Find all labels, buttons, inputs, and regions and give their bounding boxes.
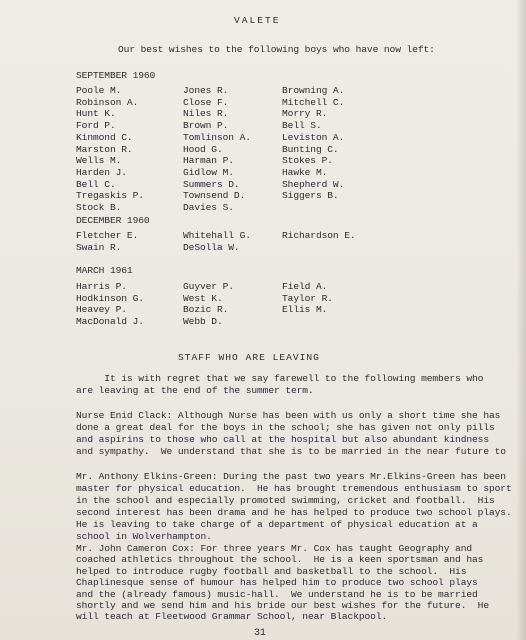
staff-text-line: school in Wolverhampton. xyxy=(76,531,212,542)
student-name: Browning A. xyxy=(282,85,345,96)
staff-text-line: will teach at Fleetwood Grammar School, near Blackpool. xyxy=(76,611,388,623)
student-name: Poole M. xyxy=(76,85,122,96)
staff-text-line: Nurse Enid Clack: Although Nurse has been with us only a short time she has xyxy=(76,410,501,421)
student-name: Hodkinson G. xyxy=(76,292,144,304)
student-name: DeSolla W. xyxy=(183,241,240,253)
student-name: Ford P. xyxy=(76,120,116,132)
staff-text-line: He is leaving to take charge of a department of physical education at a xyxy=(76,519,478,530)
staff-text-line: helped to introduce rugby football and basketball to the school. His xyxy=(76,565,467,577)
student-name: Webb D. xyxy=(183,316,223,328)
student-name: Robinson A. xyxy=(76,96,139,108)
staff-text-line: second interest has been drama and he has helped to produce two school plays. xyxy=(76,507,512,518)
student-name: Bell C. xyxy=(76,178,116,190)
student-name: Stokes P. xyxy=(282,155,333,167)
staff-text-line: in the school and especially promoted swimming, cricket and football. His xyxy=(76,495,495,506)
student-name: Davies S. xyxy=(183,202,234,213)
student-name: Bozic R. xyxy=(183,304,229,316)
student-name: Morry R. xyxy=(282,108,328,120)
staff-text-line: and aspirins to those who call at the hospital but also abundant kindness xyxy=(76,434,489,445)
student-name: MacDonald J. xyxy=(76,316,144,328)
student-name: Brown P. xyxy=(183,120,229,132)
student-name: Guyver P. xyxy=(183,281,234,292)
section-heading-march-1961: MARCH 1961 xyxy=(76,265,133,276)
staff-heading: STAFF WHO ARE LEAVING xyxy=(178,352,320,363)
staff-text-line: master for physical education. He has brought tremendous enthusiasm to sport xyxy=(76,483,512,494)
student-name: Whitehall G. xyxy=(183,230,251,241)
student-name: Tomlinson A. xyxy=(183,131,251,143)
staff-text-line: shortly and we send him and his bride our best wishes for the future. He xyxy=(76,600,489,611)
student-name: Hood G. xyxy=(183,143,223,155)
student-name: Bunting C. xyxy=(282,143,339,155)
student-name: Heavey P. xyxy=(76,304,127,316)
page-title: VALETE xyxy=(234,15,281,26)
student-name: Bell S. xyxy=(282,120,322,132)
section-heading-december-1960: DECEMBER 1960 xyxy=(76,215,150,226)
student-name: Tregaskis P. xyxy=(76,190,144,202)
student-name: Niles R. xyxy=(183,108,229,120)
student-name: Hawke M. xyxy=(282,166,328,178)
student-name: Stock B. xyxy=(76,202,122,213)
staff-text-line: and the (already famous) music-hall. We understand he is to be married xyxy=(76,588,478,600)
student-name: Ellis M. xyxy=(282,304,328,316)
student-name: Harris P. xyxy=(76,281,127,292)
page-edge-shadow xyxy=(516,0,526,640)
section-heading-september-1960: SEPTEMBER 1960 xyxy=(76,70,156,81)
student-name: Gidlow M. xyxy=(183,166,234,178)
student-name: Taylor R. xyxy=(282,292,333,304)
student-name: Marston R. xyxy=(76,143,133,155)
staff-text-line: Mr. Anthony Elkins-Green: During the past two years Mr.Elkins-Green has been xyxy=(76,471,506,482)
student-name: Fletcher E. xyxy=(76,230,139,241)
student-name: Field A. xyxy=(282,281,328,292)
staff-text-line: are leaving at the end of the summer term. xyxy=(76,385,314,396)
student-name: Hunt K. xyxy=(76,108,116,120)
student-name: Jones R. xyxy=(183,85,229,96)
student-name: Summers D. xyxy=(183,178,240,190)
staff-text-line: Chaplinesque sense of humour has helped him to produce two school plays xyxy=(76,577,478,589)
student-name: Townsend D. xyxy=(183,190,246,202)
student-name: Kinmond C. xyxy=(76,131,133,143)
staff-text-line: and sympathy. We understand that she is to be married in the near future to xyxy=(76,446,506,457)
student-name: Harman P. xyxy=(183,155,234,167)
page-number: 31 xyxy=(254,628,266,639)
student-name: Mitchell C. xyxy=(282,96,345,108)
staff-text-line: It is with regret that we say farewell to the following members who xyxy=(76,373,484,384)
student-name: West K. xyxy=(183,292,223,304)
student-name: Close F. xyxy=(183,96,229,108)
student-name: Leviston A. xyxy=(282,131,345,143)
student-name: Swain R. xyxy=(76,241,122,253)
staff-text-line: Mr. John Cameron Cox: For three years Mr. Cox has taught Geography and xyxy=(76,543,473,554)
intro-text: Our best wishes to the following boys who have now left: xyxy=(118,44,435,55)
staff-text-line: done a great deal for the boys in the school; she has given not only pills xyxy=(76,422,495,433)
student-name: Shepherd W. xyxy=(282,178,345,190)
student-name: Wells M. xyxy=(76,155,122,167)
student-name: Harden J. xyxy=(76,166,127,178)
student-name: Richardson E. xyxy=(282,230,356,241)
staff-text-line: coached athletics throughout the school. He is a keen sportsman and has xyxy=(76,554,484,566)
student-name: Siggers B. xyxy=(282,190,339,202)
